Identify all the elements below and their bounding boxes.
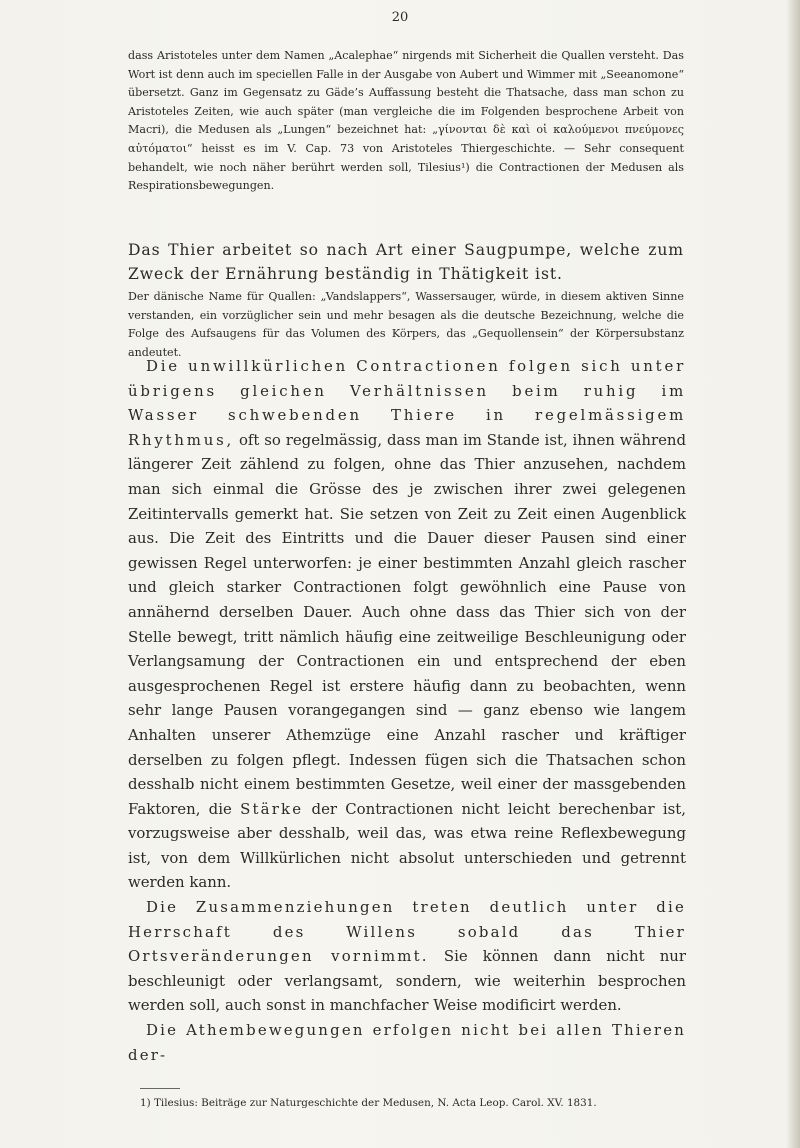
- paragraph-will-body: Sie können dann nicht nur beschleunigt oder verlangsamt, sondern, wie weiterhin besprochen werden soll, auch sonst in manchfacher Weise modificirt werden.: [128, 947, 687, 1015]
- paragraph-will: [128, 895, 686, 1018]
- emphasis-will: Die Zusammenziehungen treten deutlich unter die Herrschaft des Willens sobald das Thier Ortsveränderungen vornimmt.: [128, 898, 686, 966]
- paragraph-contractions-body-b: der Contractionen nicht leicht berechenbar ist, vorzugsweise aber desshalb, weil das, was etwa reine Reflexbewegung ist, von dem Willkürlichen nicht absolut unterschieden und getrennt werden kann.: [128, 799, 687, 892]
- paragraph-breathing: [128, 1018, 686, 1067]
- paragraph-contractions-body-a: oft so regelmässig, dass man im Stande ist, ihnen während längerer Zeit zählend zu folgen, ohne das Thier anzusehen, nachdem man sich einmal die Grösse des je zwischen ihrer zwei gelegenen Zeitintervalls gemerkt hat. Sie setzen von Zeit zu Zeit einen Augenblick aus. Die Zeit des Eintritts und die Dauer dieser Pausen sind einer gewissen Regel unterworfen: je einer bestimmten Anzahl gleich rascher und gleich starker Contractionen folgt gewöhnlich eine Pause von annähernd derselben Dauer. Auch ohne dass das Thier sich von der Stelle bewegt, tritt nämlich häufig eine zeitweilige Beschleunigung oder Verlangsamung der Contractionen ein und entsprechend der eben ausgesprochenen Regel ist erstere häufig dann zu beobachten, wenn sehr lange Pausen vorangegangen sind — ganz ebenso wie langem Anhalten unserer Athemzüge eine Anzahl rascher und kräftiger derselben zu folgen pflegt. Indessen fügen sich die Thatsachen schon desshalb nicht einem bestimmten Gesetze, weil einer der massgebenden Faktoren, die: [128, 430, 687, 818]
- footnote-rule: [140, 1088, 180, 1089]
- emphasis-breathing: Die Athembewegungen erfolgen nicht bei allen Thieren der-: [128, 1021, 686, 1064]
- section-heading: Das Thier arbeitet so nach Art einer Saugpumpe, welche zum Zweck der Ernährung beständig in Thätigkeit ist.: [128, 241, 684, 283]
- main-text: [128, 354, 686, 1067]
- page-number: 20: [391, 10, 409, 25]
- note-paragraph: Der dänische Name für Quallen: „Vandslappers“, Wassersauger, würde, in diesem aktiven Sinne verstanden, ein vorzüglicher sein und mehr besagen als die deutsche Bezeichnung, welche die Folge des Aufsaugens für das Volumen des Körpers, das „Gequollensein“ der Körpersubstanz andeutet.: [128, 290, 684, 359]
- emphasis-contractions: Die unwillkürlichen Contractionen folgen sich unter übrigens gleichen Verhältnissen beim ruhig im Wasser schwebenden Thiere in regelmässigem Rhythmus,: [128, 357, 686, 449]
- paragraph-contractions: [128, 354, 686, 895]
- emphasis-staerke: Stärke: [240, 799, 304, 818]
- intro-paragraph: dass Aristoteles unter dem Namen „Acalephae“ nirgends mit Sicherheit die Quallen versteht. Das Wort ist denn auch im speciellen Falle in der Ausgabe von Aubert und Wimmer mit „Seeanomone“ übersetzt. Ganz im Gegensatz zu Gäde’s Auffassung besteht die Thatsache, dass man schon zu Aristoteles Zeiten, wie auch später (man vergleiche die im Folgenden besprochene Arbeit von Macri), die Medusen als „Lungen“ bezeichnet hat: „γίνονται δὲ καὶ οἱ καλούμενοι πνεύμονες αὐτόματοι“ heisst es im V. Cap. 73 von Aristoteles Thiergeschichte. — Sehr consequent behandelt, wie noch näher berührt werden soll, Tilesius¹) die Contractionen der Medusen als Respirationsbewegungen.: [128, 49, 684, 193]
- footnote: 1) Tilesius: Beiträge zur Naturgeschichte der Medusen, N. Acta Leop. Carol. XV. 1831.: [140, 1097, 597, 1109]
- page-edge: [786, 0, 800, 1148]
